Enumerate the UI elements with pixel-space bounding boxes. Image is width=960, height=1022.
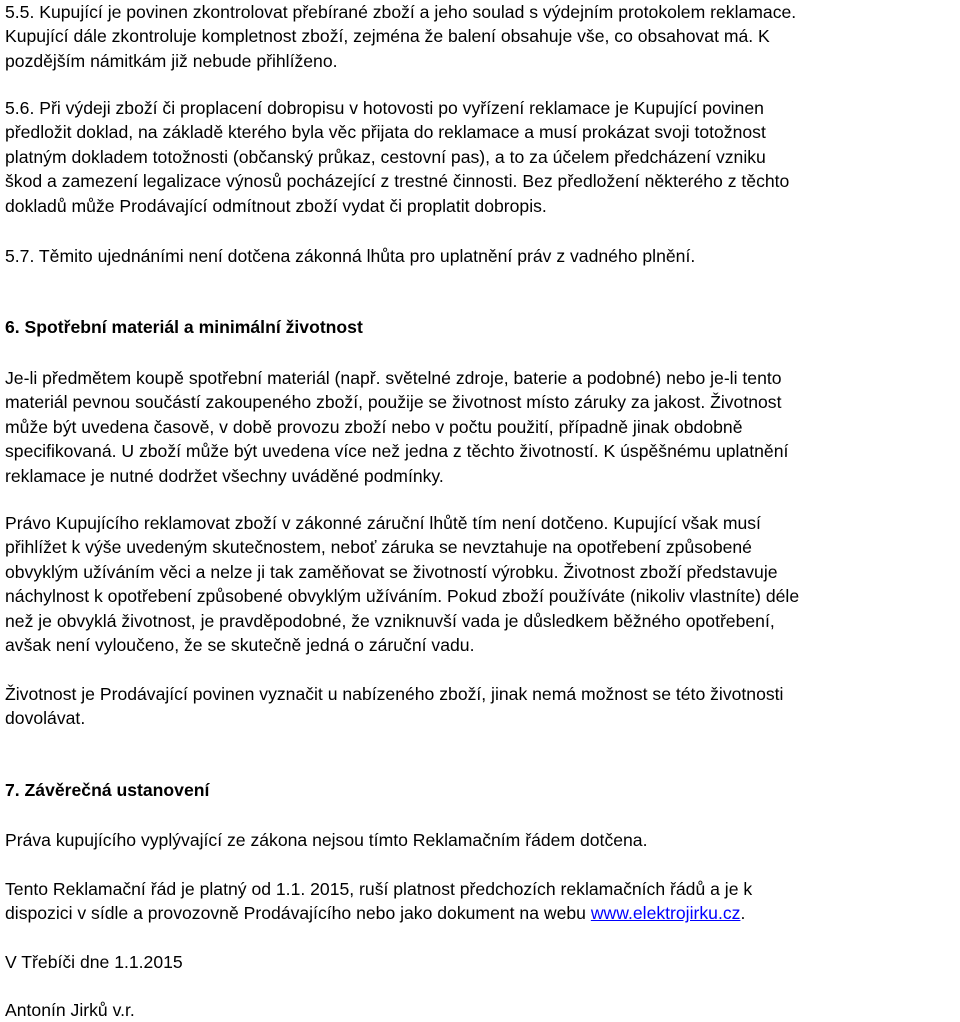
paragraph-6-consumables bbox=[5, 366, 788, 488]
date-line: V Třebíči dne 1.1.2015 bbox=[5, 952, 183, 972]
paragraph-7-validity bbox=[5, 877, 752, 926]
section-heading-7 bbox=[5, 778, 209, 802]
paragraph-line: předložit doklad, na základě kterého byla věc přijata do reklamace a musí prokázat svoji totožnost bbox=[5, 122, 766, 143]
place-and-date bbox=[5, 950, 183, 974]
paragraph-line: 5.6. Při výdeji zboží či proplacení dobropisu v hotovosti po vyřízení reklamace je Kupující povinen bbox=[5, 98, 764, 118]
paragraph-line: pozdějším námitkám již nebude přihlíženo. bbox=[5, 50, 338, 71]
paragraph-6-warranty bbox=[5, 511, 799, 657]
paragraph-line: reklamace je nutné dodržet všechny uváděné podmínky. bbox=[5, 465, 444, 486]
paragraph-line: náchylnost k opotřebení způsobené obvyklým užíváním. Pokud zboží používáte (nikoliv vlastníte) déle bbox=[5, 586, 800, 607]
paragraph-line: avšak není vyloučeno, že se skutečně jedná o záruční vadu. bbox=[5, 634, 475, 655]
signature-line: Antonín Jirků v.r. bbox=[5, 1000, 135, 1020]
paragraph-line: než je obvyklá životnost, je pravděpodobné, že vzniknuvší vada je důsledkem běžného opotřebení, bbox=[5, 610, 775, 631]
heading-text: 6. Spotřební materiál a minimální životnost bbox=[5, 317, 363, 337]
paragraph-line-with-link bbox=[5, 901, 752, 925]
paragraph-line: specifikovaná. U zboží může být uvedena více než jedna z těchto životností. K úspěšnému uplatnění bbox=[5, 441, 789, 462]
website-link[interactable]: www.elektrojirku.cz bbox=[590, 903, 741, 924]
paragraph-5-7 bbox=[5, 244, 695, 268]
paragraph-line: Kupující dále zkontroluje kompletnost zboží, zejména že balení obsahuje vše, co obsahovat má. K bbox=[5, 26, 770, 47]
paragraph-line: Tento Reklamační řád je platný od 1.1. 2015, ruší platnost předchozích reklamačních řádů a je k bbox=[5, 879, 753, 899]
paragraph-5-5 bbox=[5, 0, 796, 73]
heading-text: 7. Závěrečná ustanovení bbox=[5, 780, 210, 800]
paragraph-line: škod a zamezení legalizace výnosů pocházející z trestné činnosti. Bez předložení některého z těchto bbox=[5, 171, 790, 192]
paragraph-line: Práva kupujícího vyplývající ze zákona nejsou tímto Reklamačním řádem dotčena. bbox=[5, 830, 648, 850]
line-prefix: dispozici v sídle a provozovně Prodávajícího nebo jako dokument na webu bbox=[5, 903, 591, 924]
paragraph-line: 5.5. Kupující je povinen zkontrolovat přebírané zboží a jeho soulad s výdejním protokolem reklamace. bbox=[5, 2, 797, 22]
paragraph-line: Právo Kupujícího reklamovat zboží v zákonné záruční lhůtě tím není dotčeno. Kupující však musí bbox=[5, 513, 761, 533]
paragraph-line: obvyklým užíváním věci a nelze ji tak zaměňovat se životností výrobku. Životnost zboží představuje bbox=[5, 561, 778, 582]
paragraph-line: přihlížet k výše uvedeným skutečnostem, neboť záruka se nevztahuje na opotřebení způsobené bbox=[5, 537, 752, 558]
paragraph-5-6 bbox=[5, 96, 789, 218]
paragraph-line: Je-li předmětem koupě spotřební materiál (např. světelné zdroje, baterie a podobné) nebo je-li tento bbox=[5, 368, 782, 388]
section-heading-6 bbox=[5, 315, 363, 339]
paragraph-line: materiál pevnou součástí zakoupeného zboží, použije se životnost místo záruky za jakost. Životnost bbox=[5, 392, 782, 413]
paragraph-6-lifetime bbox=[5, 682, 783, 731]
paragraph-line: dokladů může Prodávající odmítnout zboží vydat či proplatit dobropis. bbox=[5, 195, 547, 216]
paragraph-line: Životnost je Prodávající povinen vyznačit u nabízeného zboží, jinak nemá možnost se této životnosti bbox=[5, 684, 784, 704]
paragraph-line: platným dokladem totožnosti (občanský průkaz, cestovní pas), a to za účelem předcházení vzniku bbox=[5, 146, 766, 167]
signature bbox=[5, 998, 135, 1022]
paragraph-7-rights bbox=[5, 828, 647, 852]
line-suffix: . bbox=[740, 903, 746, 924]
paragraph-line: může být uvedena časově, v době provozu zboží nebo v počtu použití, případně jinak obdobně bbox=[5, 416, 743, 437]
paragraph-line: dovolávat. bbox=[5, 708, 86, 729]
paragraph-line: 5.7. Těmito ujednáními není dotčena zákonná lhůta pro uplatnění práv z vadného plnění. bbox=[5, 246, 696, 266]
